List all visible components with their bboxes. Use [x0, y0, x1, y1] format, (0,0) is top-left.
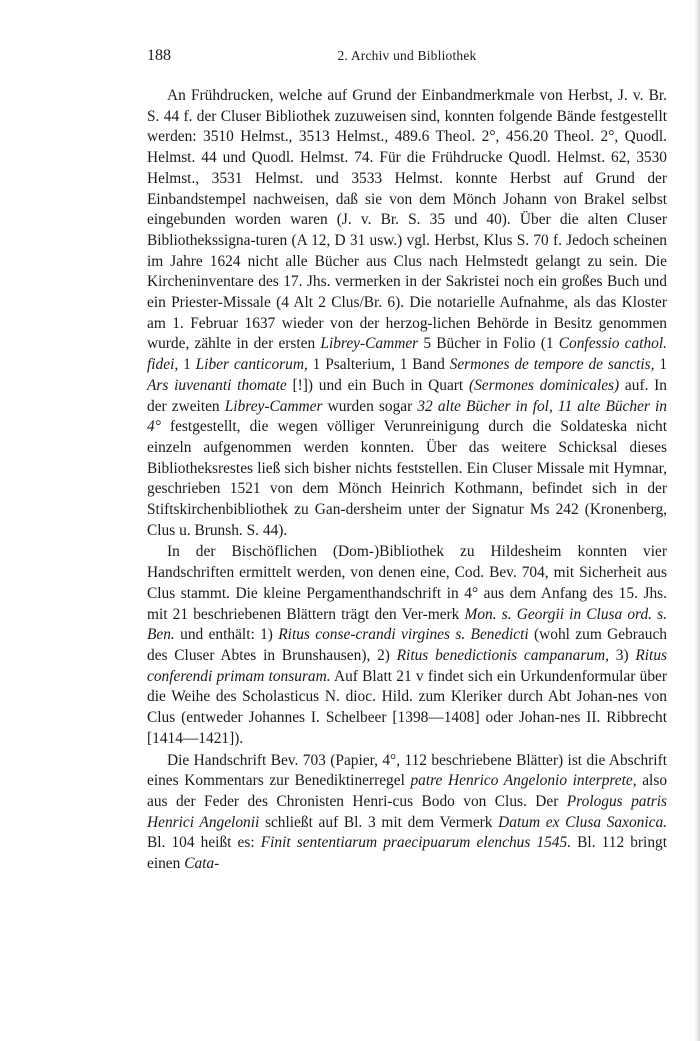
- text-run: 1: [654, 356, 668, 374]
- italic-run: patre Henrico Angelonio interprete,: [410, 772, 637, 790]
- italic-run: Datum ex Clusa Saxonica.: [498, 813, 667, 831]
- running-head: 2. Archiv und Bibliothek: [337, 48, 477, 63]
- text-run: und enthält: 1): [174, 626, 279, 644]
- text-run: 3): [608, 646, 636, 664]
- text-run: Die Handschrift Bev. 703 (Papier, 4°, 112 beschriebene Blätter) ist die Abschrift eines Kommentars zur Benediktinerregel: [147, 751, 667, 790]
- text-run: Auf Blatt 21 v findet sich ein Urkundenformular über die Weihe des Scholasticus N. dioc. Hild. zum Kleriker durch Abt Johan-nes von Clus (entweder Johannes I. Schelbeer [1398—1408] oder Johan-nes II. Ribbrecht [1414—1421]).: [147, 667, 667, 747]
- body-text: [147, 86, 667, 875]
- text-run: wurden sogar: [322, 397, 418, 415]
- italic-run: Cata-: [184, 855, 220, 873]
- page-number: 188: [147, 47, 171, 64]
- text-run: In der Bischöflichen (Dom-)Bibliothek zu Hildesheim konnten vier Handschriften ermittelt werden, von denen eine, Cod. Bev. 704, mit Sicherheit aus Clus stammt. Die kleine Pergamenthandschrift in 4° aus dem Anfang des 15. Jhs. mit 21 beschriebenen Blättern trägt den Ver-merk: [147, 543, 667, 623]
- italic-run: Librey-Cammer: [224, 397, 323, 415]
- text-run: auf. In der zweiten: [147, 376, 668, 415]
- text-run: [!]) und ein Buch in Quart: [286, 376, 469, 394]
- text-run: An Frühdrucken, welche auf Grund der Einbandmerkmale von Herbst, J. v. Br. S. 44 f. der Cluser Bibliothek zuzuweisen sind, konnten folgende Bände festgestellt werden: 3510 Helmst., 3513 Helmst., 489.6 Theol. 2°, 456.20 Theol. 2°, Quodl. Helmst. 44 und Quodl. Helmst. 74. Für die Frühdrucke Quodl. Helmst. 62, 3530 Helmst., 3531 Helmst. und 3533 Helmst. konnte Herbst auf Grund der Einbandstempel nachweisen, daß sie von dem Mönch Johann von Brakel selbst eingebunden worden waren (J. v. Br. S. 35 und 40). Über die alten Cluser Bibliothekssigna-turen (A 12, D 31 usw.) vgl. Herbst, Klus S. 70 f. Jedoch scheinen im Jahre 1624 nicht alle Bücher aus Clus nach Helmstedt gelangt zu sein. Die Kircheninventare des 17. Jhs. vermerken in der Sakristei noch ein großes Buch und ein Priester-Missale (4 Alt 2 Clus/Br. 6). Die notarielle Aufnahme, als das Kloster am 1. Februar 1637 wieder von der herzog-lichen Behörde in Besitz genommen wurde, zählte in der ersten: [147, 87, 667, 353]
- text-run: 1 Psalterium, 1 Band: [307, 356, 450, 374]
- text-run: festgestellt, die wegen völliger Verunreinigung durch die Soldateska nicht einzeln aufgenommen werden konnten. Über das weitere Schicksal dieses Bibliotheksrestes ließ sich bisher nichts feststellen. Ein Cluser Missale mit Hymnar, geschrieben 1521 von dem Mönch Heinrich Kothmann, befindet sich in der Stiftskirchenbibliothek zu Gan-dersheim unter der Signatur Ms 242 (Kronenberg, Clus u. Brunsh. S. 44).: [147, 418, 667, 539]
- italic-run: (Sermones dominicales): [468, 376, 620, 394]
- italic-run: Mon. s. Georgii in Clusa ord. s. Ben.: [147, 605, 667, 644]
- italic-run: Finit sententiarum praecipuarum elenchus 1545.: [260, 834, 572, 852]
- paragraph: [147, 86, 667, 541]
- page-edge-shadow: [694, 0, 700, 1041]
- italic-run: Ritus conse-crandi virgines s. Benedicti: [278, 626, 529, 644]
- italic-run: Prologus patris Henrici Angelonii: [147, 792, 667, 831]
- italic-run: Sermones de tempore de sanctis,: [449, 356, 655, 374]
- italic-run: Ars iuvenanti thomate: [147, 376, 287, 394]
- paragraph: [147, 751, 667, 875]
- text-run: Bl. 104 heißt es:: [147, 834, 261, 852]
- italic-run: Ritus benedictionis campanarum,: [396, 646, 609, 664]
- text-run: (wohl zum Gebrauch des Cluser Abtes in Brunshausen), 2): [147, 626, 667, 664]
- italic-run: Liber canticorum,: [195, 356, 308, 374]
- paragraph: [147, 542, 667, 749]
- text-run: schließt auf Bl. 3 mit dem Vermerk: [259, 813, 499, 831]
- text-run: 1: [178, 356, 196, 374]
- text-run: also aus der Feder des Chronisten Henri-cus Bodo von Clus. Der: [147, 772, 668, 810]
- text-run: Bl. 112 bringt einen: [147, 834, 668, 873]
- italic-run: Ritus conferendi primam tonsuram.: [147, 646, 667, 685]
- italic-run: 32 alte Bücher in fol, 11 alte Bücher in 4°: [147, 397, 667, 436]
- text-run: 5 Bücher in Folio (1: [418, 335, 559, 353]
- page-header: [147, 47, 667, 69]
- italic-run: Confessio cathol. fidei,: [147, 335, 667, 374]
- italic-run: Librey-Cammer: [320, 335, 419, 353]
